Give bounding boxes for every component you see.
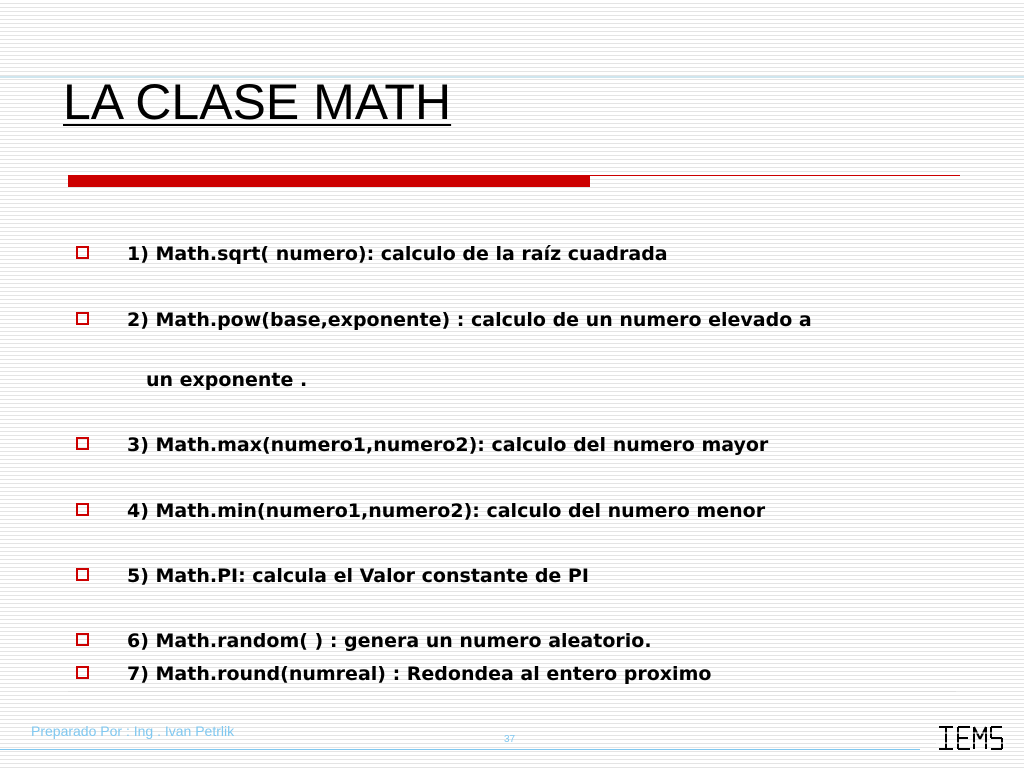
- square-bullet-icon: [76, 437, 89, 450]
- bullet-text: 7) Math.round(numreal) : Redondea al entero proximo: [127, 663, 712, 685]
- slide-title: LA CLASE MATH: [63, 74, 452, 130]
- square-bullet-icon: [76, 666, 89, 679]
- bullet-text: 5) Math.PI: calcula el Valor constante de PI: [127, 565, 589, 587]
- title-accent-bar: [68, 175, 590, 187]
- bullet-text: 6) Math.random( ) : genera un numero aleatorio.: [127, 630, 652, 652]
- square-bullet-icon: [76, 568, 89, 581]
- content-bottom-divider: [68, 691, 956, 692]
- page-number: 37: [504, 734, 516, 745]
- bullet-text: 2) Math.pow(base,exponente) : calculo de un numero elevado a: [127, 309, 812, 331]
- title-accent-line: [590, 175, 960, 176]
- square-bullet-icon: [76, 633, 89, 646]
- bullet-text: 1) Math.sqrt( numero): calculo de la raíz cuadrada: [127, 243, 668, 265]
- bullet-text: 4) Math.min(numero1,numero2): calculo del numero menor: [127, 500, 766, 522]
- square-bullet-icon: [76, 246, 89, 259]
- bullet-continuation-text: un exponente .: [146, 369, 308, 391]
- institution-logo: [936, 721, 1006, 755]
- square-bullet-icon: [76, 503, 89, 516]
- footer-divider: [0, 749, 920, 750]
- footer-author: Preparado Por : Ing . Ivan Petrlik: [31, 723, 235, 739]
- square-bullet-icon: [76, 312, 89, 325]
- bullet-text: 3) Math.max(numero1,numero2): calculo del numero mayor: [127, 434, 769, 456]
